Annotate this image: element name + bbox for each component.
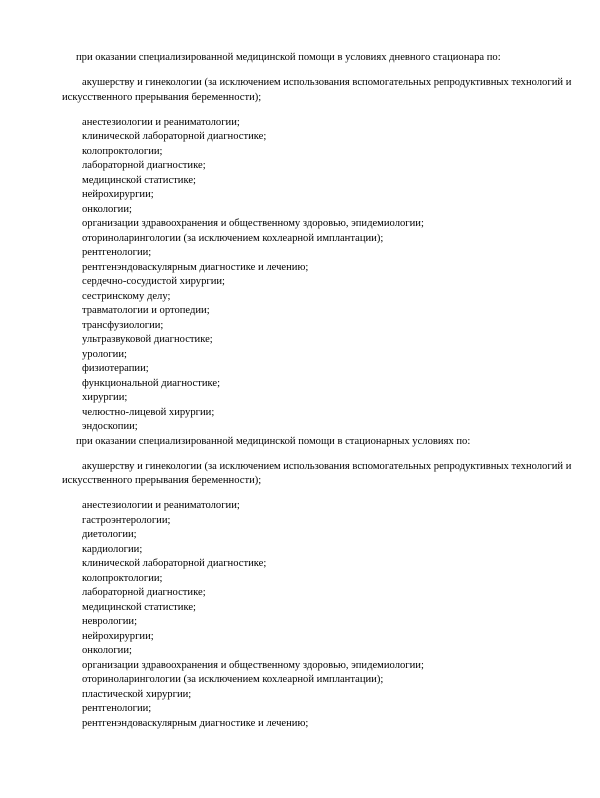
list-item: медицинской статистике;: [82, 601, 196, 613]
list-item: клинической лабораторной диагностике;: [82, 131, 267, 143]
list-item: пластической хирургии;: [82, 688, 192, 700]
list-item: колопроктологии;: [82, 145, 163, 157]
list-item: сестринскому делу;: [82, 290, 171, 302]
list-item: оториноларингологии (за исключением кохлеарной имплантации);: [82, 674, 384, 686]
list-item: неврологии;: [82, 616, 138, 628]
list-item: травматологии и ортопедии;: [82, 305, 210, 317]
list-item: хирургии;: [82, 392, 128, 404]
list-item: нейрохирургии;: [82, 630, 154, 642]
list-item: челюстно-лицевой хирургии;: [82, 406, 215, 418]
list-item: эндоскопии;: [82, 421, 138, 433]
list-item: лабораторной диагностике;: [82, 587, 206, 599]
list-item: организации здравоохранения и общественному здоровью, эпидемиологии;: [82, 659, 424, 671]
list-item: медицинской статистике;: [82, 174, 196, 186]
list-item: физиотерапии;: [82, 363, 149, 375]
list-item: гастроэнтерологии;: [82, 514, 171, 526]
list-item: урологии;: [82, 348, 127, 360]
list-item: кардиологии;: [82, 543, 143, 555]
list-item: сердечно-сосудистой хирургии;: [82, 276, 226, 288]
document-body: [62, 51, 582, 731]
list-item: трансфузиологии;: [82, 319, 164, 331]
list-item: рентгенологии;: [82, 247, 152, 259]
list-item: нейрохирургии;: [82, 189, 154, 201]
list-item: диетологии;: [82, 529, 137, 541]
list-item: ультразвуковой диагностике;: [82, 334, 213, 346]
list-item: клинической лабораторной диагностике;: [82, 558, 267, 570]
list-item: анестезиологии и реаниматологии;: [82, 116, 240, 128]
list-item: лабораторной диагностике;: [82, 160, 206, 172]
section-heading-day-hospital: при оказании специализированной медицинской помощи в условиях дневного стационара по:: [76, 52, 501, 63]
list-item: рентгенологии;: [82, 703, 152, 715]
list-item: рентгенэндоваскулярным диагностике и лечению;: [82, 717, 309, 729]
list-item: рентгенэндоваскулярным диагностике и лечению;: [82, 261, 309, 273]
list-item: колопроктологии;: [82, 572, 163, 584]
list-item: акушерству и гинекологии (за исключением использования вспомогательных репродуктивных технологий и искусственного прерывания беременности);: [62, 77, 572, 103]
list-item: анестезиологии и реаниматологии;: [82, 500, 240, 512]
list-item: оториноларингологии (за исключением кохлеарной имплантации);: [82, 232, 384, 244]
list-item: онкологии;: [82, 203, 132, 215]
list-item: акушерству и гинекологии (за исключением использования вспомогательных репродуктивных технологий и искусственного прерывания беременности);: [62, 460, 572, 487]
list-item: организации здравоохранения и общественному здоровью, эпидемиологии;: [82, 218, 424, 230]
list-item: функциональной диагностике;: [82, 377, 221, 389]
list-item: онкологии;: [82, 645, 132, 657]
section-heading-inpatient: при оказании специализированной медицинской помощи в стационарных условиях по:: [76, 435, 471, 447]
